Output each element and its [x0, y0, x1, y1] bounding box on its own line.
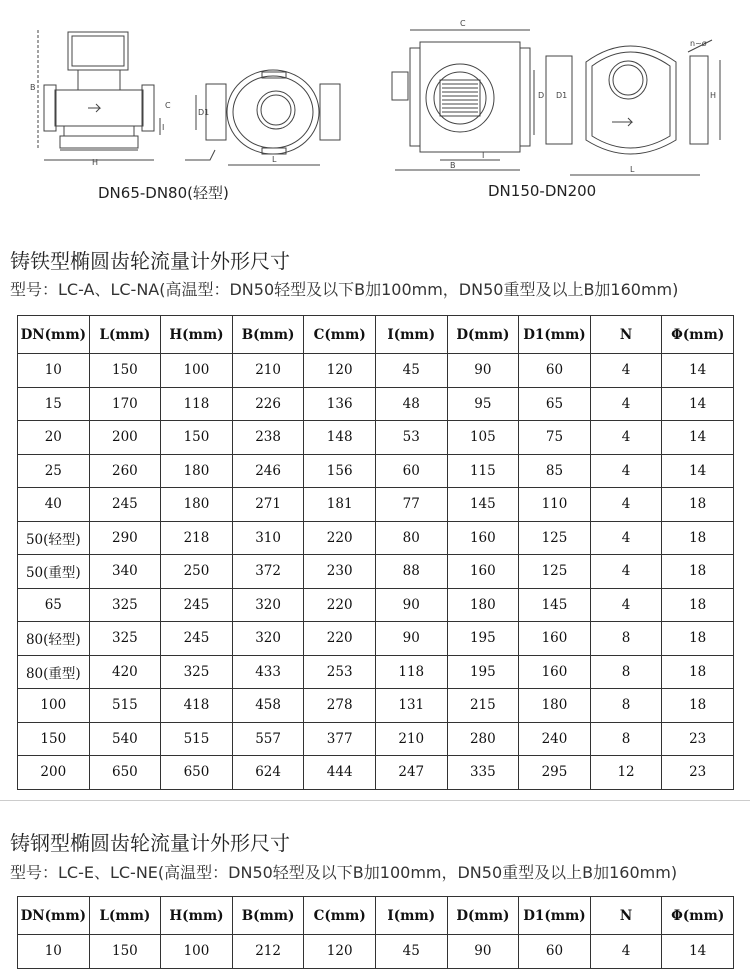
table-cell: 278 — [304, 689, 376, 723]
column-header: B(mm) — [232, 897, 304, 935]
table-cell: 53 — [375, 421, 447, 455]
column-header: L(mm) — [89, 316, 161, 354]
table-cell: 120 — [304, 354, 376, 388]
table-cell: 540 — [89, 722, 161, 756]
table-cell: 18 — [662, 689, 734, 723]
column-header: D(mm) — [447, 897, 519, 935]
table-cell: 90 — [447, 935, 519, 969]
table-cell: 8 — [590, 655, 662, 689]
table-cell: 433 — [232, 655, 304, 689]
table-cell: 340 — [89, 555, 161, 589]
table-cell: 295 — [519, 756, 591, 790]
table-cell: 160 — [447, 555, 519, 589]
table-cell: 50(重型) — [18, 555, 90, 589]
table-cell: 515 — [161, 722, 233, 756]
column-header: Φ(mm) — [662, 897, 734, 935]
table-cell: 145 — [519, 588, 591, 622]
dim-label-C-large: C — [460, 19, 466, 28]
table-cell: 4 — [590, 387, 662, 421]
table-cell: 650 — [89, 756, 161, 790]
table-cell: 100 — [18, 689, 90, 723]
table-row — [18, 421, 734, 455]
table-cell: 210 — [232, 354, 304, 388]
column-header: H(mm) — [161, 897, 233, 935]
table-cell: 160 — [519, 622, 591, 656]
table-cell: 246 — [232, 454, 304, 488]
column-header: I(mm) — [375, 316, 447, 354]
table-cell: 14 — [662, 387, 734, 421]
table-cell: 220 — [304, 588, 376, 622]
table-cell: 65 — [18, 588, 90, 622]
table-cell: 115 — [447, 454, 519, 488]
table-cell: 8 — [590, 622, 662, 656]
column-header: C(mm) — [304, 316, 376, 354]
table-cell: 180 — [161, 454, 233, 488]
column-header: DN(mm) — [18, 897, 90, 935]
table-cell: 80 — [375, 521, 447, 555]
table-cell: 118 — [375, 655, 447, 689]
column-header: H(mm) — [161, 316, 233, 354]
table-cell: 15 — [18, 387, 90, 421]
dim-label-D1-large: D1 — [556, 91, 568, 100]
table-cell: 12 — [590, 756, 662, 790]
table-cell: 650 — [161, 756, 233, 790]
table-cell: 195 — [447, 622, 519, 656]
dim-label-L: L — [272, 155, 277, 164]
flowmeter-drawings-svg — [0, 0, 750, 210]
small-meter-side-view — [38, 30, 160, 160]
table-row — [18, 935, 734, 969]
table-cell: 10 — [18, 935, 90, 969]
large-meter-front-view — [534, 40, 720, 175]
table-cell: 85 — [519, 454, 591, 488]
small-meter-front-view — [185, 70, 340, 165]
table-cell: 145 — [447, 488, 519, 522]
left-drawing-caption: DN65-DN80(轻型) — [98, 184, 229, 202]
right-drawing-caption: DN150-DN200 — [488, 182, 597, 200]
table-cell: 14 — [662, 454, 734, 488]
table-cell: 77 — [375, 488, 447, 522]
table-row — [18, 689, 734, 723]
table-cell: 131 — [375, 689, 447, 723]
table-cell: 95 — [447, 387, 519, 421]
dim-label-B-large: B — [450, 161, 456, 170]
table-cell: 253 — [304, 655, 376, 689]
dim-label-H-large: H — [710, 91, 717, 100]
table-cell: 156 — [304, 454, 376, 488]
table-cell: 212 — [232, 935, 304, 969]
table-cell: 420 — [89, 655, 161, 689]
table-cell: 4 — [590, 588, 662, 622]
column-header: I(mm) — [375, 897, 447, 935]
table-cell: 8 — [590, 722, 662, 756]
table-cell: 110 — [519, 488, 591, 522]
dim-label-I-large: I — [482, 151, 485, 160]
table-cell: 45 — [375, 354, 447, 388]
column-header: N — [590, 316, 662, 354]
table-cell: 335 — [447, 756, 519, 790]
table-cell: 160 — [447, 521, 519, 555]
table-cell: 260 — [89, 454, 161, 488]
table-cell: 160 — [519, 655, 591, 689]
table-cell: 444 — [304, 756, 376, 790]
section-divider — [0, 800, 750, 801]
table-row — [18, 555, 734, 589]
table-cell: 90 — [375, 588, 447, 622]
table-cell: 18 — [662, 488, 734, 522]
table-cell: 310 — [232, 521, 304, 555]
table-cell: 245 — [161, 622, 233, 656]
table-row — [18, 454, 734, 488]
table-cell: 325 — [89, 622, 161, 656]
table-cell: 247 — [375, 756, 447, 790]
table-cell: 557 — [232, 722, 304, 756]
table-row — [18, 655, 734, 689]
table-row — [18, 756, 734, 790]
table-cell: 25 — [18, 454, 90, 488]
table-cell: 50(轻型) — [18, 521, 90, 555]
cast-iron-model: 型号：LC-A、LC-NA(高温型：DN50轻型及以下B加100mm，DN50重型及以上B加160mm) — [10, 280, 679, 299]
cast-iron-spec-table — [17, 315, 734, 790]
table-header-row — [18, 316, 734, 354]
table-cell: 180 — [519, 689, 591, 723]
table-cell: 458 — [232, 689, 304, 723]
column-header: C(mm) — [304, 897, 376, 935]
table-cell: 170 — [89, 387, 161, 421]
dimension-drawings — [0, 0, 750, 210]
cast-steel-title: 铸钢型椭圆齿轮流量计外形尺寸 — [10, 831, 290, 855]
table-row — [18, 354, 734, 388]
table-cell: 218 — [161, 521, 233, 555]
table-cell: 148 — [304, 421, 376, 455]
large-meter-top-view — [392, 30, 530, 170]
table-cell: 238 — [232, 421, 304, 455]
table-cell: 8 — [590, 689, 662, 723]
table-header-row — [18, 897, 734, 935]
column-header: D1(mm) — [519, 897, 591, 935]
dim-label-L-large: L — [630, 165, 635, 174]
table-cell: 230 — [304, 555, 376, 589]
table-cell: 245 — [161, 588, 233, 622]
cast-steel-spec-table — [17, 896, 734, 969]
table-row — [18, 387, 734, 421]
column-header: L(mm) — [89, 897, 161, 935]
cast-steel-model: 型号：LC-E、LC-NE(高温型：DN50轻型及以下B加100mm，DN50重型及以上B加160mm) — [10, 863, 678, 882]
table-cell: 200 — [18, 756, 90, 790]
table-cell: 181 — [304, 488, 376, 522]
table-cell: 125 — [519, 555, 591, 589]
dim-label-B: B — [30, 83, 36, 92]
table-cell: 150 — [161, 421, 233, 455]
table-cell: 624 — [232, 756, 304, 790]
table-cell: 4 — [590, 935, 662, 969]
table-cell: 195 — [447, 655, 519, 689]
column-header: B(mm) — [232, 316, 304, 354]
table-cell: 105 — [447, 421, 519, 455]
table-cell: 4 — [590, 454, 662, 488]
table-cell: 80(重型) — [18, 655, 90, 689]
table-cell: 515 — [89, 689, 161, 723]
table-cell: 290 — [89, 521, 161, 555]
table-cell: 200 — [89, 421, 161, 455]
table-cell: 90 — [447, 354, 519, 388]
table-cell: 325 — [89, 588, 161, 622]
table-cell: 40 — [18, 488, 90, 522]
table-cell: 220 — [304, 622, 376, 656]
cast-iron-title: 铸铁型椭圆齿轮流量计外形尺寸 — [10, 249, 290, 273]
column-header: D(mm) — [447, 316, 519, 354]
table-cell: 45 — [375, 935, 447, 969]
table-cell: 90 — [375, 622, 447, 656]
table-cell: 60 — [519, 935, 591, 969]
table-cell: 14 — [662, 421, 734, 455]
table-cell: 4 — [590, 488, 662, 522]
table-cell: 75 — [519, 421, 591, 455]
column-header: N — [590, 897, 662, 935]
table-cell: 377 — [304, 722, 376, 756]
table-row — [18, 588, 734, 622]
dim-label-D-large: D — [538, 91, 545, 100]
table-cell: 118 — [161, 387, 233, 421]
dim-label-D1: D1 — [198, 108, 210, 117]
table-cell: 150 — [89, 354, 161, 388]
table-cell: 100 — [161, 354, 233, 388]
table-row — [18, 488, 734, 522]
table-cell: 210 — [375, 722, 447, 756]
table-cell: 23 — [662, 722, 734, 756]
table-cell: 4 — [590, 354, 662, 388]
column-header: Φ(mm) — [662, 316, 734, 354]
table-cell: 372 — [232, 555, 304, 589]
dim-label-n-phi: n~ø — [690, 39, 707, 48]
table-row — [18, 622, 734, 656]
dim-label-H: H — [92, 158, 99, 167]
table-cell: 18 — [662, 588, 734, 622]
table-cell: 325 — [161, 655, 233, 689]
table-cell: 250 — [161, 555, 233, 589]
table-cell: 320 — [232, 622, 304, 656]
table-cell: 4 — [590, 555, 662, 589]
table-cell: 10 — [18, 354, 90, 388]
table-cell: 18 — [662, 555, 734, 589]
table-cell: 20 — [18, 421, 90, 455]
table-cell: 48 — [375, 387, 447, 421]
dim-label-I: I — [162, 123, 165, 132]
table-cell: 136 — [304, 387, 376, 421]
table-cell: 23 — [662, 756, 734, 790]
table-cell: 240 — [519, 722, 591, 756]
table-cell: 80(轻型) — [18, 622, 90, 656]
table-cell: 320 — [232, 588, 304, 622]
table-cell: 271 — [232, 488, 304, 522]
table-cell: 4 — [590, 521, 662, 555]
table-cell: 226 — [232, 387, 304, 421]
table-row — [18, 521, 734, 555]
table-cell: 65 — [519, 387, 591, 421]
table-cell: 4 — [590, 421, 662, 455]
table-cell: 18 — [662, 622, 734, 656]
table-cell: 60 — [519, 354, 591, 388]
table-cell: 150 — [89, 935, 161, 969]
table-cell: 125 — [519, 521, 591, 555]
table-cell: 18 — [662, 521, 734, 555]
table-cell: 120 — [304, 935, 376, 969]
table-cell: 14 — [662, 935, 734, 969]
table-cell: 14 — [662, 354, 734, 388]
column-header: DN(mm) — [18, 316, 90, 354]
table-cell: 18 — [662, 655, 734, 689]
dim-label-C: C — [165, 101, 171, 110]
table-cell: 100 — [161, 935, 233, 969]
column-header: D1(mm) — [519, 316, 591, 354]
table-cell: 280 — [447, 722, 519, 756]
table-cell: 150 — [18, 722, 90, 756]
table-cell: 180 — [161, 488, 233, 522]
table-cell: 180 — [447, 588, 519, 622]
table-cell: 418 — [161, 689, 233, 723]
table-cell: 88 — [375, 555, 447, 589]
table-row — [18, 722, 734, 756]
table-cell: 220 — [304, 521, 376, 555]
table-cell: 60 — [375, 454, 447, 488]
table-cell: 245 — [89, 488, 161, 522]
table-cell: 215 — [447, 689, 519, 723]
